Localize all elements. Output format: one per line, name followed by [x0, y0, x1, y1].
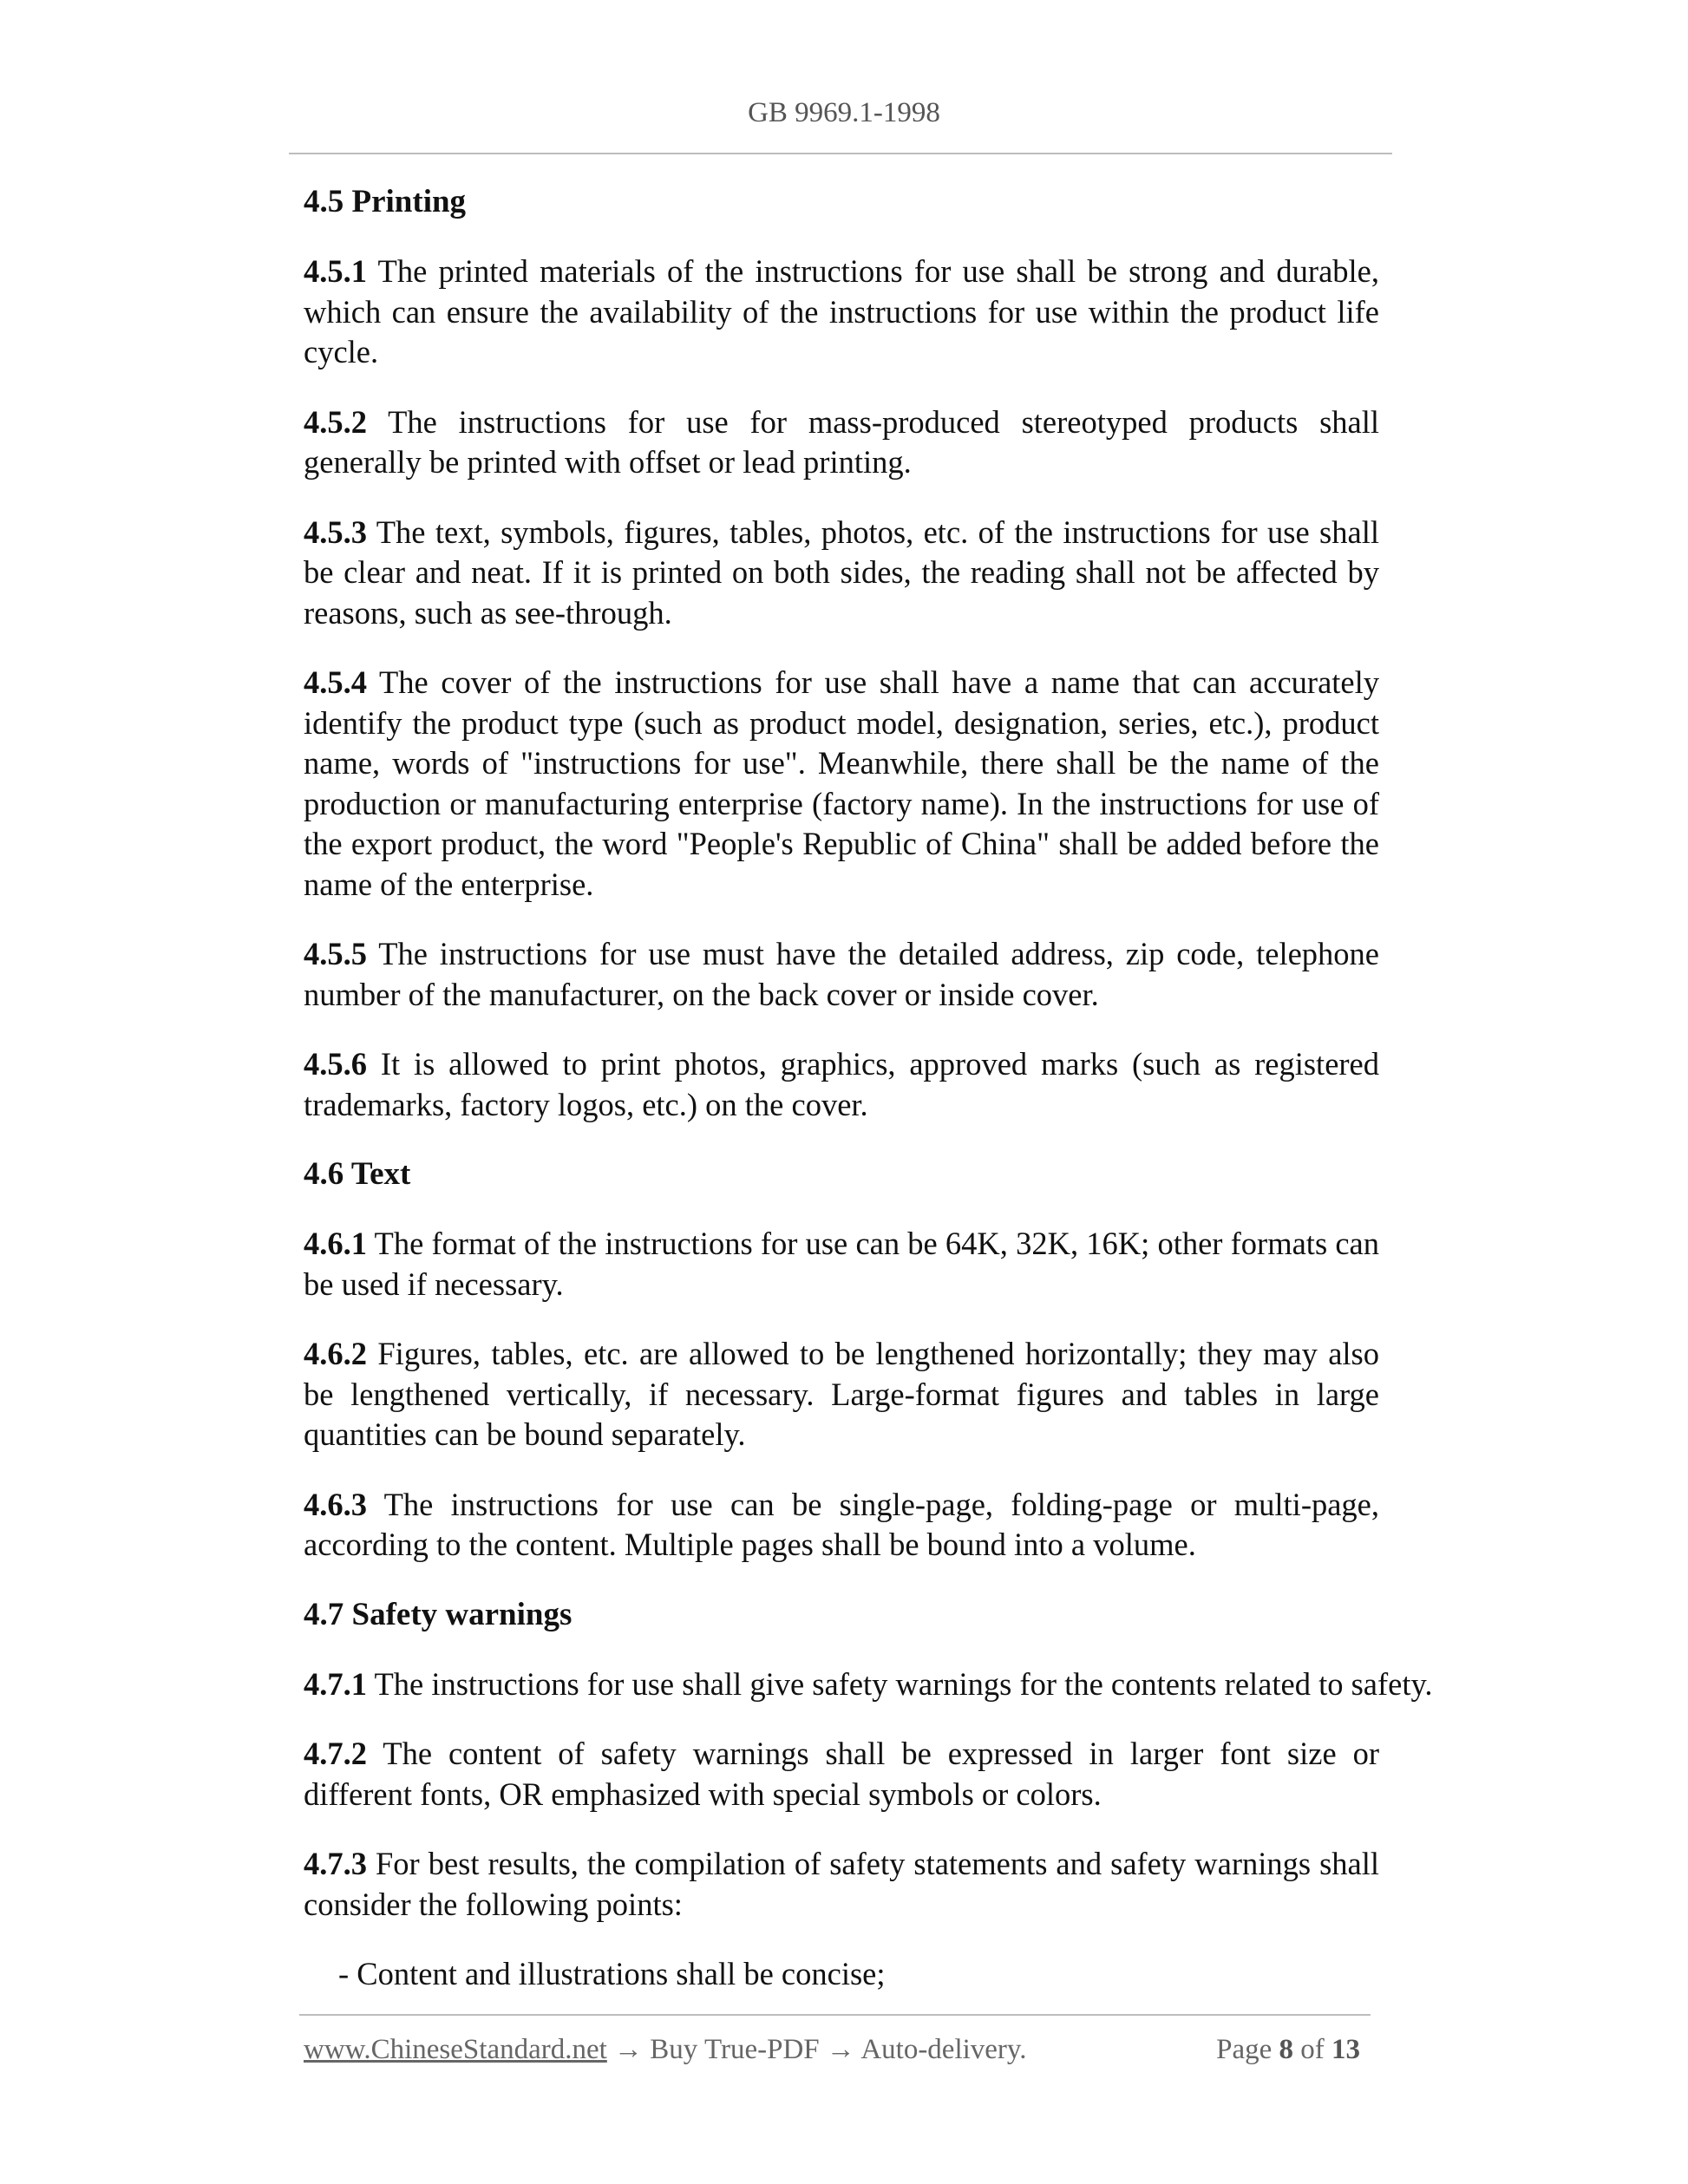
- bullet-item: - Content and illustrations shall be concise;: [338, 1956, 886, 1991]
- page-label: Page: [1216, 2034, 1273, 2065]
- page-total: 13: [1331, 2034, 1360, 2065]
- clause-text: The format of the instructions for use can be 64K, 32K, 16K; other formats can be used if necessary.: [304, 1226, 1379, 1302]
- clause-4-5-6: [304, 1044, 1379, 1125]
- clause-text: For best results, the compilation of safety statements and safety warnings shall consider the following points:: [304, 1846, 1380, 1922]
- clause-4-5-5: [304, 934, 1379, 1015]
- clause-number: 4.6.1: [304, 1226, 367, 1261]
- clause-4-5-1: [304, 252, 1379, 373]
- clause-number: 4.5.1: [304, 253, 367, 289]
- section-heading-4-7: 4.7 Safety warnings: [304, 1596, 572, 1632]
- clause-text: Figures, tables, etc. are allowed to be lengthened horizontally; they may also be lengthened vertically, if necessary. Large-format figures and tables in large quantities can be bound separately.: [304, 1336, 1379, 1452]
- auto-delivery-text: Auto-delivery.: [860, 2034, 1027, 2065]
- clause-number: 4.5.2: [304, 403, 367, 440]
- page-indicator: [1216, 2034, 1371, 2066]
- clause-4-6-3: [304, 1485, 1379, 1566]
- clause-text: It is allowed to print photos, graphics, approved marks (such as registered trademarks, factory logos, etc.) on the cover.: [304, 1046, 1380, 1122]
- clause-number: 4.7.1: [304, 1665, 367, 1702]
- clause-4-5-4: [304, 663, 1379, 905]
- clause-number: 4.7.2: [304, 1736, 367, 1771]
- section-heading-4-5: 4.5 Printing: [304, 184, 467, 219]
- clause-text: The instructions for use shall give safety warnings for the contents related to safety.: [374, 1665, 1433, 1702]
- clause-text: The instructions for use for mass-produced stereotyped products shall generally be printed with offset or lead printing.: [304, 403, 1380, 480]
- clause-text: The instructions for use must have the detailed address, zip code, telephone number of the manufacturer, on the back cover or inside cover.: [304, 936, 1379, 1012]
- clause-4-7-3: [304, 1844, 1379, 1925]
- arrow-right-icon: →: [614, 2034, 644, 2065]
- clause-text: The text, symbols, figures, tables, photos, etc. of the instructions for use shall be clear and neat. If it is printed on both sides, the reading shall not be affected by reasons, such as see-through.: [304, 513, 1379, 631]
- of-label: of: [1300, 2034, 1325, 2065]
- clause-number: 4.5.3: [304, 513, 367, 550]
- document-body: [304, 182, 1433, 1995]
- footer-left: [304, 2034, 1027, 2066]
- page-footer: [304, 2034, 1371, 2066]
- clause-number: 4.5.5: [304, 936, 367, 971]
- section-heading-4-6: 4.6 Text: [304, 1156, 411, 1192]
- clause-4-5-3: [304, 513, 1379, 634]
- clause-4-6-1: [304, 1224, 1379, 1305]
- clause-number: 4.5.6: [304, 1046, 367, 1082]
- clause-number: 4.6.2: [304, 1336, 367, 1371]
- clause-4-7-2: [304, 1734, 1379, 1815]
- website-link[interactable]: www.ChineseStandard.net: [304, 2034, 607, 2065]
- clause-4-7-1: [304, 1664, 1433, 1705]
- clause-4-6-2: [304, 1334, 1379, 1455]
- clause-4-5-2: [304, 402, 1379, 483]
- clause-text: The printed materials of the instructions for use shall be strong and durable, which can ensure the availability of the instructions for use within the product life cycle.: [304, 253, 1380, 369]
- footer-rule: [299, 2014, 1371, 2016]
- page-current: 8: [1279, 2034, 1293, 2065]
- page-header: GB 9969.1-1998: [748, 97, 940, 128]
- clause-number: 4.5.4: [304, 664, 367, 700]
- clause-number: 4.7.3: [304, 1846, 367, 1881]
- clause-text: The instructions for use can be single-page, folding-page or multi-page, according to the content. Multiple pages shall be bound into a volume.: [304, 1486, 1379, 1562]
- clause-text: The content of safety warnings shall be expressed in larger font size or different fonts, OR emphasized with special symbols or colors.: [304, 1736, 1380, 1812]
- clause-text: The cover of the instructions for use shall have a name that can accurately identify the product type (such as product model, designation, series, etc.), product name, words of "instructions for use". Meanwhile, there shall be the name of the production or manufacturing enterprise (factory name). In the instructions for use of the export product, the word "People's Republic of China" shall be added before the name of the enterprise.: [304, 664, 1379, 902]
- arrow-right-icon: →: [826, 2034, 855, 2065]
- clause-number: 4.6.3: [304, 1486, 367, 1522]
- buy-pdf-text: Buy True-PDF: [650, 2034, 820, 2065]
- header-rule: [289, 153, 1392, 154]
